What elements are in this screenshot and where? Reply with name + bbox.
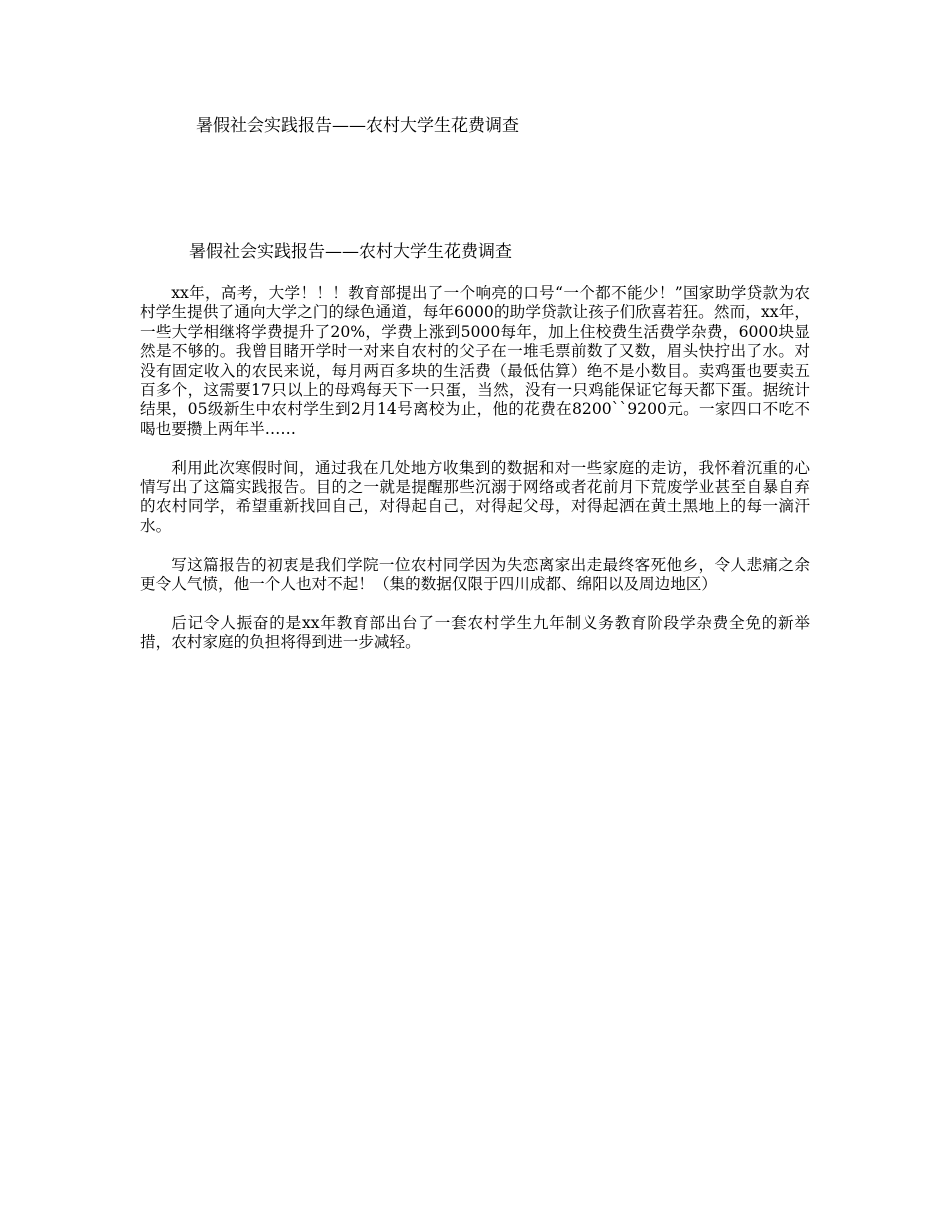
- document-heading: 暑假社会实践报告——农村大学生花费调查: [189, 242, 512, 262]
- paragraph-purpose: 利用此次寒假时间，通过我在几处地方收集到的数据和对一些家庭的走访，我怀着沉重的心情写出了这篇实践报告。目的之一就是提醒那些沉溺于网络或者花前月下荒废学业甚至自暴自弃的农村同学，希望重新找回自己，对得起自己，对得起父母，对得起洒在黄土黑地上的每一滴汗水。: [140, 458, 810, 535]
- paragraph-motivation: 写这篇报告的初衷是我们学院一位农村同学因为失恋离家出走最终客死他乡，令人悲痛之余更令人气愤，他一个人也对不起！（集的数据仅限于四川成都、绵阳以及周边地区）: [140, 555, 810, 594]
- paragraph-postscript: 后记令人振奋的是xx年教育部出台了一套农村学生九年制义务教育阶段学杂费全免的新举措，农村家庭的负担将得到进一步减轻。: [140, 613, 810, 652]
- document-body: [140, 284, 810, 672]
- paragraph-intro: xx年，高考，大学！！！教育部提出了一个响亮的口号“一个都不能少！”国家助学贷款为农村学生提供了通向大学之门的绿色通道，每年6000的助学贷款让孩子们欣喜若狂。然而，xx年，一些大学相继将学费提升了20%，学费上涨到5000每年，加上住校费生活费学杂费，6000块显然是不够的。我曾目睹开学时一对来自农村的父子在一堆毛票前数了又数，眉头快拧出了水。对没有固定收入的农民来说，每月两百多块的生活费（最低估算）绝不是小数目。卖鸡蛋也要卖五百多个，这需要17只以上的母鸡每天下一只蛋，当然，没有一只鸡能保证它每天都下蛋。据统计结果，05级新生中农村学生到2月14号离校为止，他的花费在8200``9200元。一家四口不吃不喝也要攒上两年半……: [140, 284, 810, 438]
- document-title: 暑假社会实践报告——农村大学生花费调查: [196, 116, 519, 136]
